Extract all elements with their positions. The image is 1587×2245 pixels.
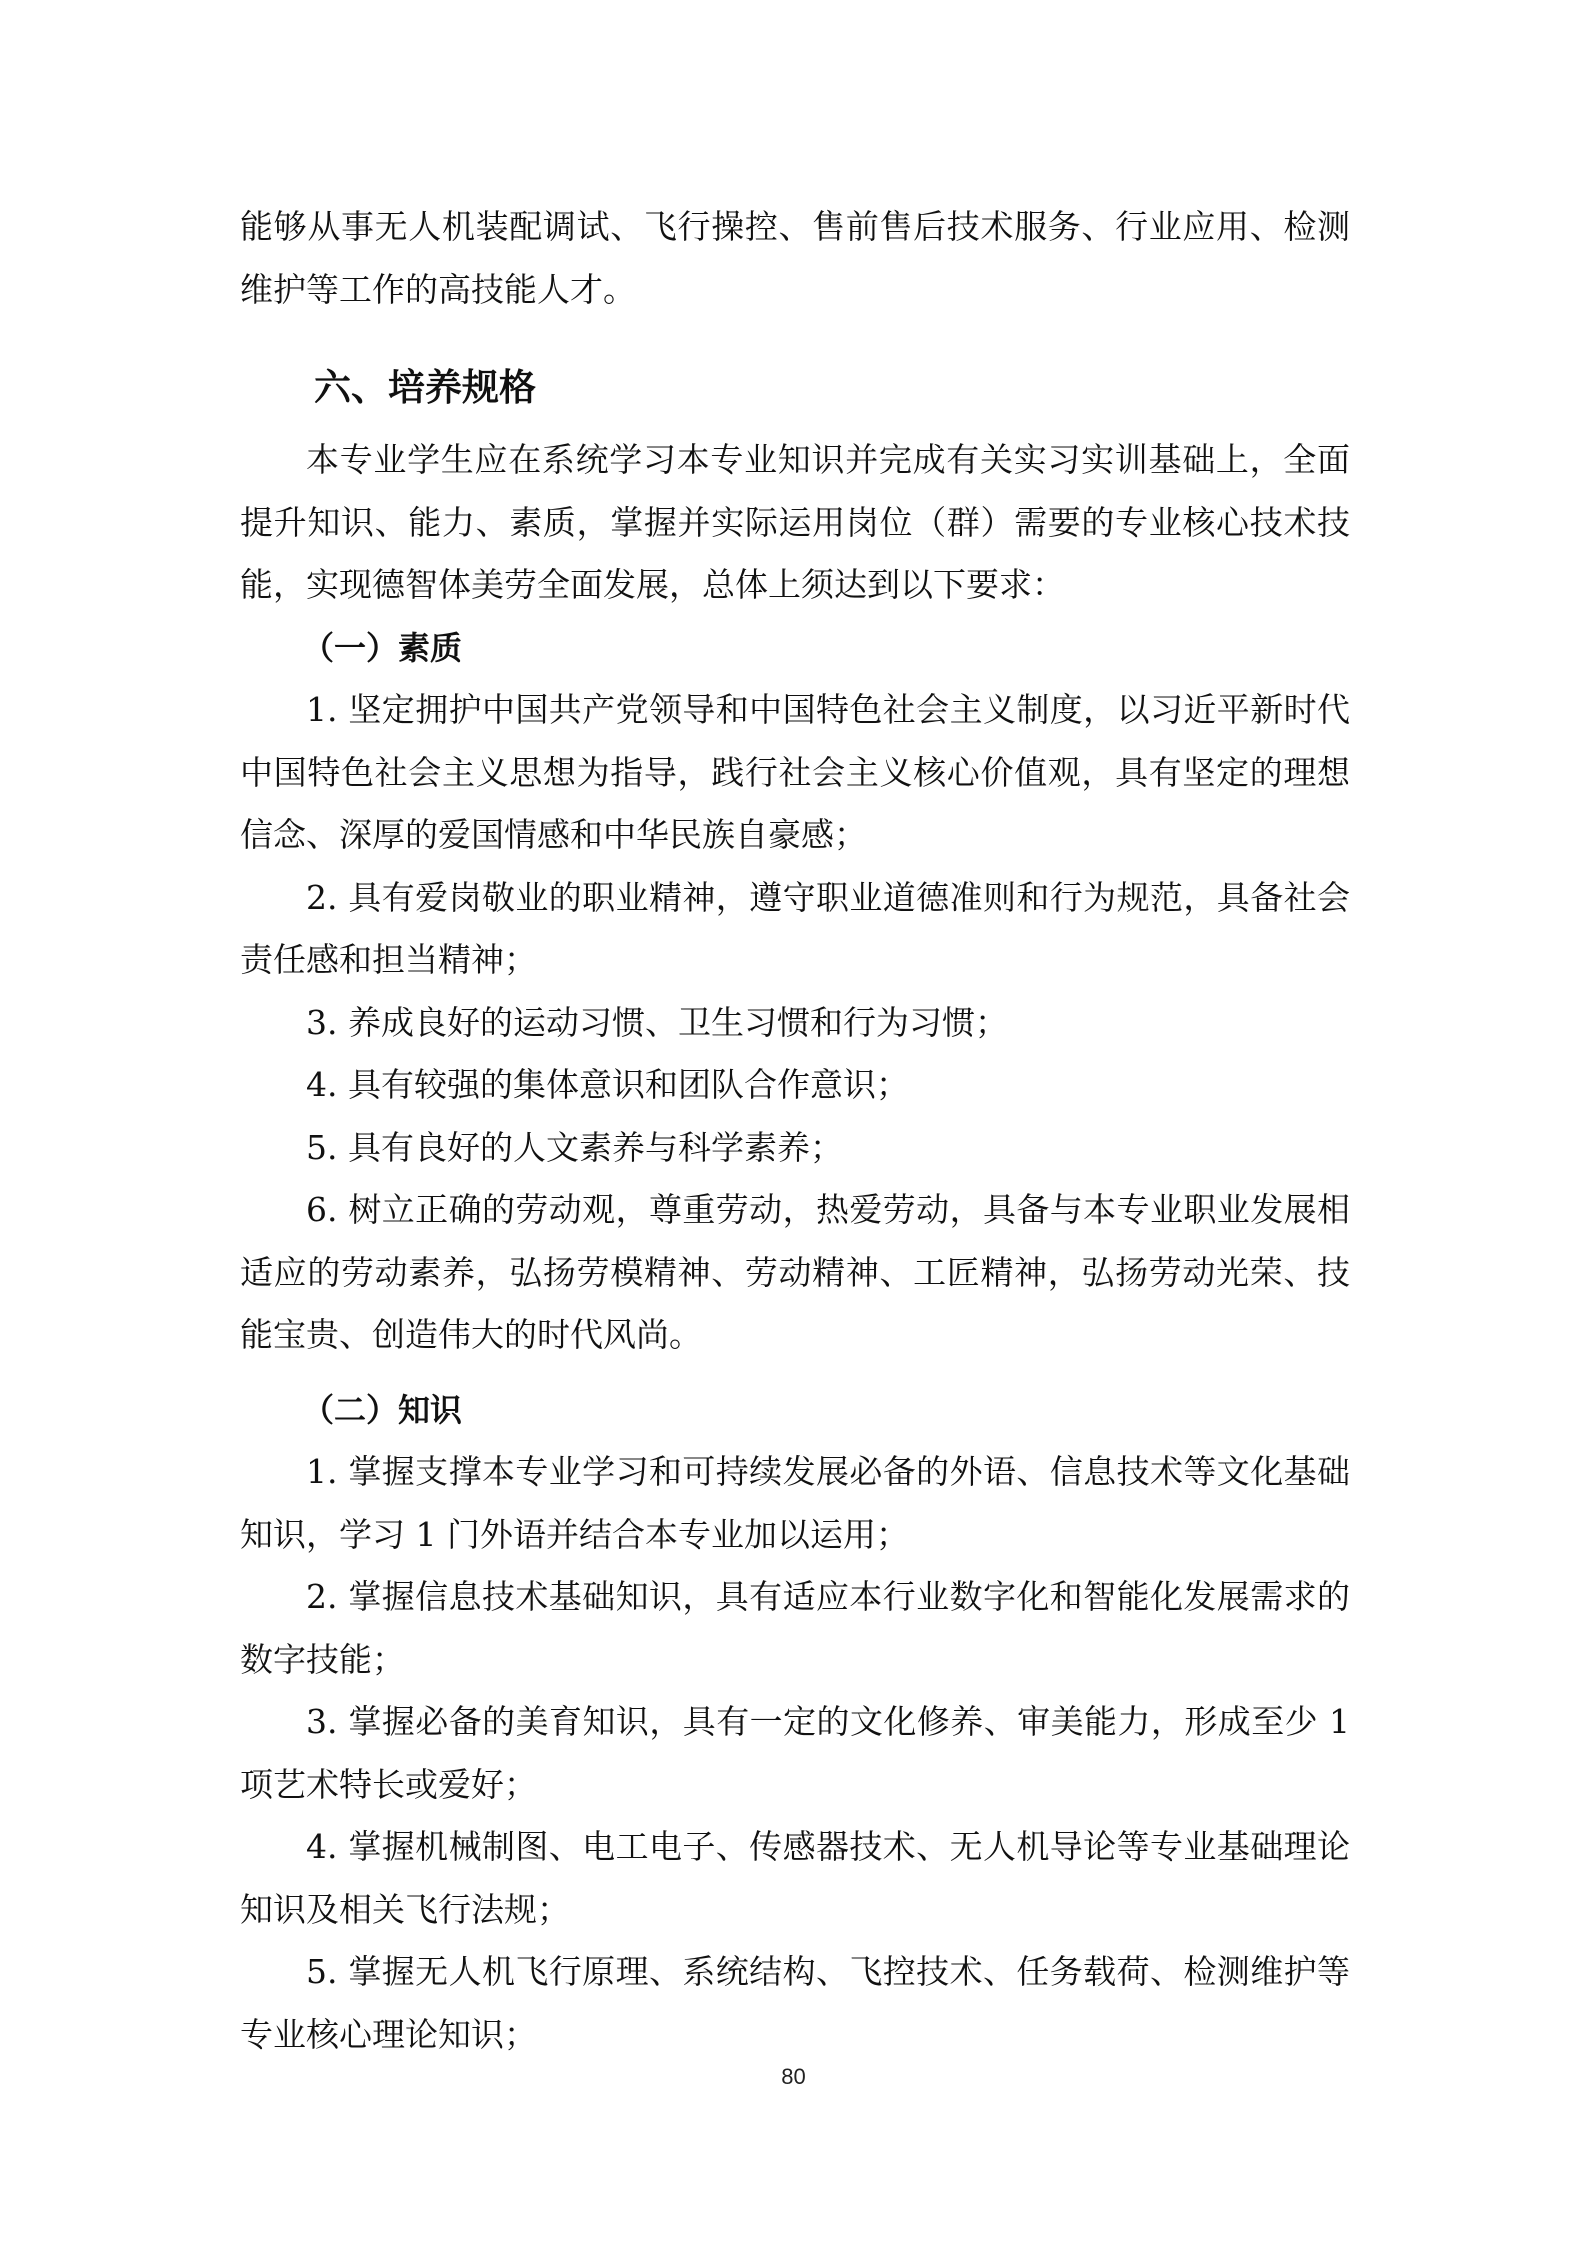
intro-paragraph: 能够从事无人机装配调试、飞行操控、售前售后技术服务、行业应用、检测维护等工作的高技能人才。 [240, 207, 1350, 309]
knowledge-item: 2. 掌握信息技术基础知识，具有适应本行业数字化和智能化发展需求的数字技能； [240, 1577, 1350, 1679]
page-content [240, 196, 1350, 2066]
quality-item: 6. 树立正确的劳动观，尊重劳动，热爱劳动，具备与本专业职业发展相适应的劳动素养，弘扬劳模精神、劳动精神、工匠精神，弘扬劳动光荣、技能宝贵、创造伟大的时代风尚。 [240, 1190, 1350, 1354]
knowledge-item: 3. 掌握必备的美育知识，具有一定的文化修养、审美能力，形成至少 1 项艺术特长或爱好； [240, 1702, 1350, 1804]
quality-item: 5. 具有良好的人文素养与科学素养； [306, 1127, 843, 1167]
quality-item: 2. 具有爱岗敬业的职业精神，遵守职业道德准则和行为规范，具备社会责任感和担当精神； [240, 877, 1350, 979]
section-title: 六、培养规格 [314, 366, 536, 409]
quality-heading: （一）素质 [302, 628, 463, 667]
knowledge-item: 5. 掌握无人机飞行原理、系统结构、飞控技术、任务载荷、检测维护等专业核心理论知识； [240, 1952, 1350, 2054]
quality-item: 4. 具有较强的集体意识和团队合作意识； [306, 1065, 909, 1104]
section-intro-paragraph: 本专业学生应在系统学习本专业知识并完成有关实习实训基础上，全面提升知识、能力、素质，掌握并实际运用岗位（群）需要的专业核心技术技能，实现德智体美劳全面发展，总体上须达到以下要求： [240, 440, 1350, 604]
quality-item: 3. 养成良好的运动习惯、卫生习惯和行为习惯； [306, 1002, 1008, 1042]
quality-item: 1. 坚定拥护中国共产党领导和中国特色社会主义制度，以习近平新时代中国特色社会主义思想为指导，践行社会主义核心价值观，具有坚定的理想信念、深厚的爱国情感和中华民族自豪感； [240, 690, 1350, 854]
page-number: 80 [781, 2064, 806, 2089]
knowledge-item: 4. 掌握机械制图、电工电子、传感器技术、无人机导论等专业基础理论知识及相关飞行法规； [240, 1827, 1350, 1929]
knowledge-item: 1. 掌握支撑本专业学习和可持续发展必备的外语、信息技术等文化基础知识，学习 1 门外语并结合本专业加以运用； [240, 1452, 1350, 1554]
knowledge-heading: （二）知识 [302, 1390, 463, 1429]
